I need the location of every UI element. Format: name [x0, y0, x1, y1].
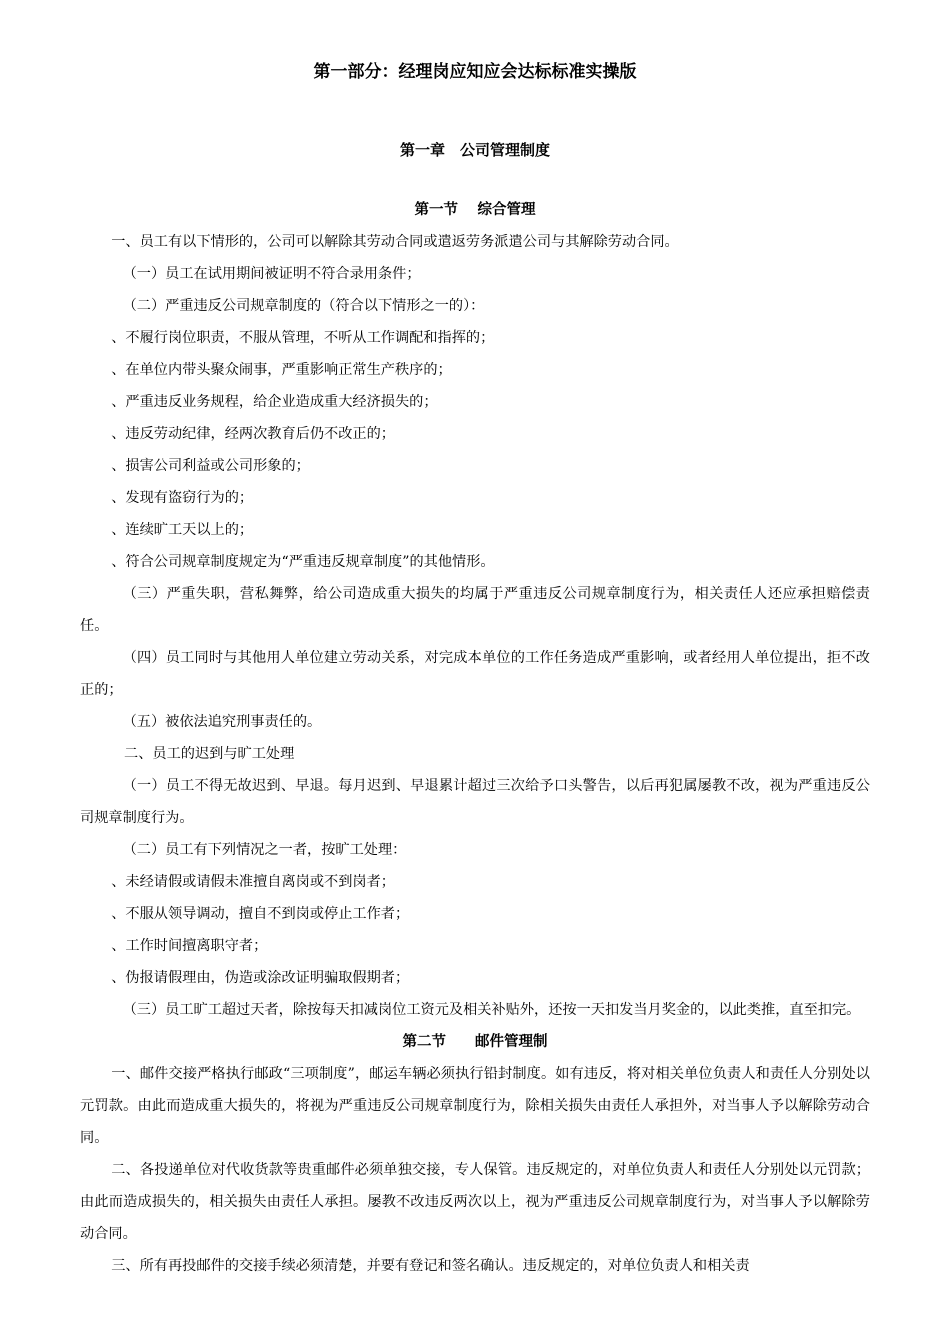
list-item: 、发现有盗窃行为的； — [111, 490, 254, 506]
document-title: 第一部分：经理岗应知应会达标标准实操版 — [313, 62, 637, 82]
list-item: 、在单位内带头聚众闹事，严重影响正常生产秩序的； — [111, 362, 452, 378]
list-item: 、不服从领导调动，擅自不到岗或停止工作者； — [111, 906, 410, 922]
list-item: 、符合公司规章制度规定为“严重违反规章制度”的其他情形。 — [111, 554, 495, 570]
list-item: 、工作时间擅离职守者； — [111, 938, 268, 954]
paragraph: （二）员工有下列情况之一者，按旷工处理： — [122, 842, 407, 858]
section-heading: 第一节 综合管理 — [414, 202, 536, 218]
paragraph: （一）员工不得无故迟到、早退。每月迟到、早退累计超过三次给予口头警告，以后再犯属屡教不改，视为严重违反公司规章制度行为。 — [80, 778, 870, 826]
list-item: 、损害公司利益或公司形象的； — [111, 458, 310, 474]
paragraph: 三、所有再投邮件的交接手续必须清楚，并要有登记和签名确认。违反规定的，对单位负责人和相关责 — [111, 1258, 750, 1274]
list-item: 、违反劳动纪律，经两次教育后仍不改正的； — [111, 426, 395, 442]
paragraph: 二、各投递单位对代收货款等贵重邮件必须单独交接，专人保管。违反规定的，对单位负责人和责任人分别处以元罚款；由此而造成损失的，相关损失由责任人承担。屡教不改违反两次以上，视为严重违反公司规章制度行为，对当事人予以解除劳动合同。 — [80, 1162, 870, 1242]
list-item: 、伪报请假理由，伪造或涂改证明骗取假期者； — [111, 970, 410, 986]
paragraph: 一、邮件交接严格执行邮政“三项制度”，邮运车辆必须执行铅封制度。如有违反，将对相关单位负责人和责任人分别处以元罚款。由此而造成重大损失的，将视为严重违反公司规章制度行为，除相关损失由责任人承担外，对当事人予以解除劳动合同。 — [80, 1066, 870, 1146]
paragraph: 一、员工有以下情形的，公司可以解除其劳动合同或遣返劳务派遣公司与其解除劳动合同。 — [111, 234, 679, 250]
document-body — [80, 194, 870, 1282]
paragraph: （四）员工同时与其他用人单位建立劳动关系，对完成本单位的工作任务造成严重影响，或者经用人单位提出，拒不改正的； — [80, 650, 870, 698]
list-item: 、不履行岗位职责，不服从管理，不听从工作调配和指挥的； — [111, 330, 495, 346]
paragraph: （三）严重失职，营私舞弊，给公司造成重大损失的均属于严重违反公司规章制度行为，相关责任人还应承担赔偿责任。 — [80, 586, 870, 634]
list-item: 、严重违反业务规程，给企业造成重大经济损失的； — [111, 394, 438, 410]
paragraph: （三）员工旷工超过天者，除按每天扣减岗位工资元及相关补贴外，还按一天扣发当月奖金的，以此类推，直至扣完。 — [122, 1002, 861, 1018]
paragraph: 二、员工的迟到与旷工处理 — [124, 746, 295, 762]
list-item: 、未经请假或请假未准擅自离岗或不到岗者； — [111, 874, 395, 890]
paragraph: （一）员工在试用期间被证明不符合录用条件； — [122, 266, 421, 282]
section-heading: 第二节 邮件管理制 — [402, 1034, 548, 1050]
paragraph: （二）严重违反公司规章制度的（符合以下情形之一的）： — [122, 298, 485, 314]
chapter-title: 第一章 公司管理制度 — [399, 141, 550, 159]
list-item: 、连续旷工天以上的； — [111, 522, 254, 538]
paragraph: （五）被依法追究刑事责任的。 — [122, 714, 322, 730]
